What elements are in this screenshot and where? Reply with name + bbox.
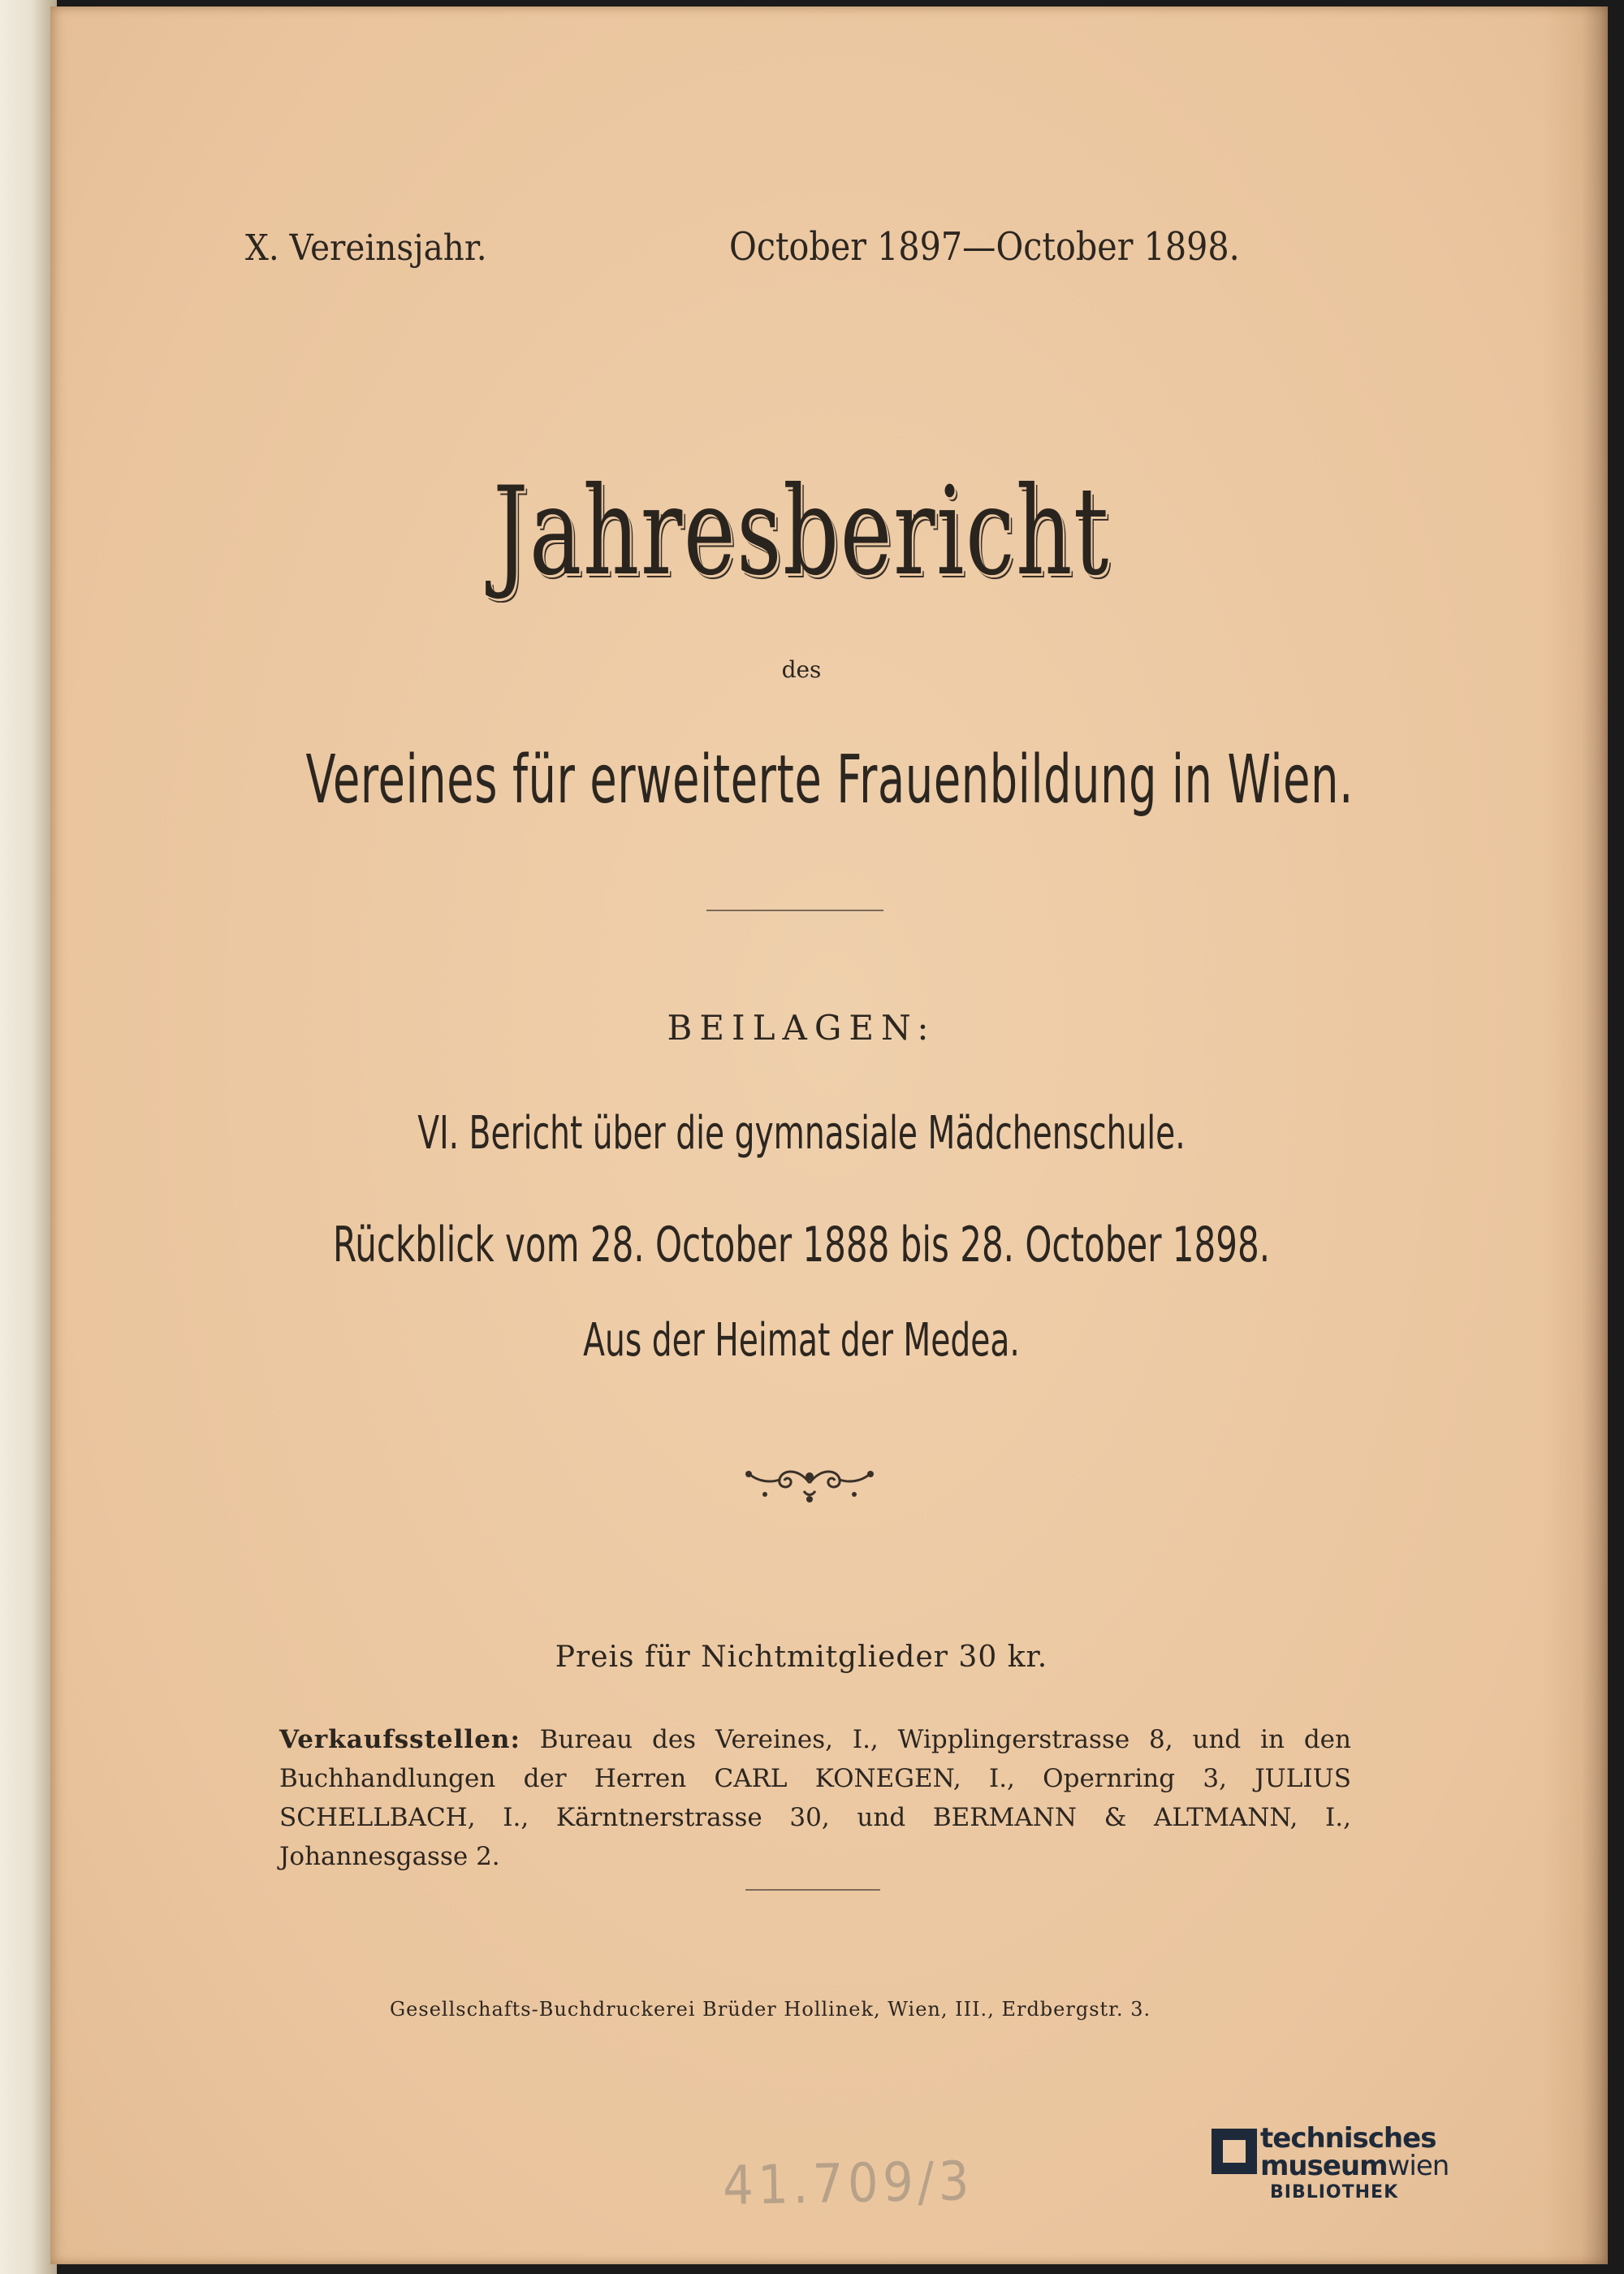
beilage-item: Aus der Heimat der Medea. bbox=[583, 1314, 1020, 1367]
stamp-line: technisches bbox=[1260, 2122, 1436, 2155]
beilagen-heading: BEILAGEN: bbox=[667, 1008, 936, 1048]
page-edge-shadow bbox=[1543, 6, 1608, 2264]
sales-points-text: Bureau des Vereines, I., Wipplingerstrasse 8, und in den Buchhandlungen der Herren CARL KONEGEN, I., Opernring 3, JULIUS SCHELLBACH, I., Kärntnerstrasse 30, und BERMANN & ALTMANN, I., Johannesgasse 2. bbox=[279, 1725, 1351, 1871]
sales-points-label: Verkaufsstellen: bbox=[279, 1725, 520, 1754]
page-title: Jahresbericht bbox=[493, 461, 1110, 603]
title-page bbox=[50, 6, 1608, 2264]
book-left-pages bbox=[0, 0, 57, 2274]
stamp-line-bold: museum bbox=[1260, 2150, 1388, 2182]
beilage-item: VI. Bericht über die gymnasiale Mädchenschule. bbox=[417, 1107, 1186, 1160]
stamp-line bbox=[1260, 2150, 1449, 2182]
sales-points-paragraph bbox=[279, 1720, 1351, 1876]
stamp-line-light: wien bbox=[1387, 2150, 1449, 2182]
museum-library-stamp bbox=[1212, 2122, 1471, 2203]
divider-rule bbox=[706, 910, 883, 911]
period-label: October 1897—October 1898. bbox=[729, 224, 1240, 270]
vereinsjahr-label: X. Vereinsjahr. bbox=[245, 227, 487, 269]
price-note: Preis für Nichtmitglieder 30 kr. bbox=[555, 1641, 1048, 1674]
handwritten-shelfmark: 41.709/3 bbox=[722, 2150, 974, 2217]
divider-rule bbox=[745, 1889, 880, 1891]
printer-imprint: Gesellschafts-Buchdruckerei Brüder Hollinek, Wien, III., Erdbergstr. 3. bbox=[390, 1998, 1151, 2021]
ornament-icon bbox=[741, 1459, 879, 1507]
title-connector: des bbox=[781, 656, 822, 683]
stamp-line: BIBLIOTHEK bbox=[1270, 2182, 1399, 2203]
beilage-item: Rückblick vom 28. October 1888 bis 28. October 1898. bbox=[332, 1217, 1271, 1273]
organization-name: Vereines für erweiterte Frauenbildung in Wien. bbox=[305, 741, 1354, 819]
stamp-logo-icon bbox=[1212, 2129, 1257, 2174]
